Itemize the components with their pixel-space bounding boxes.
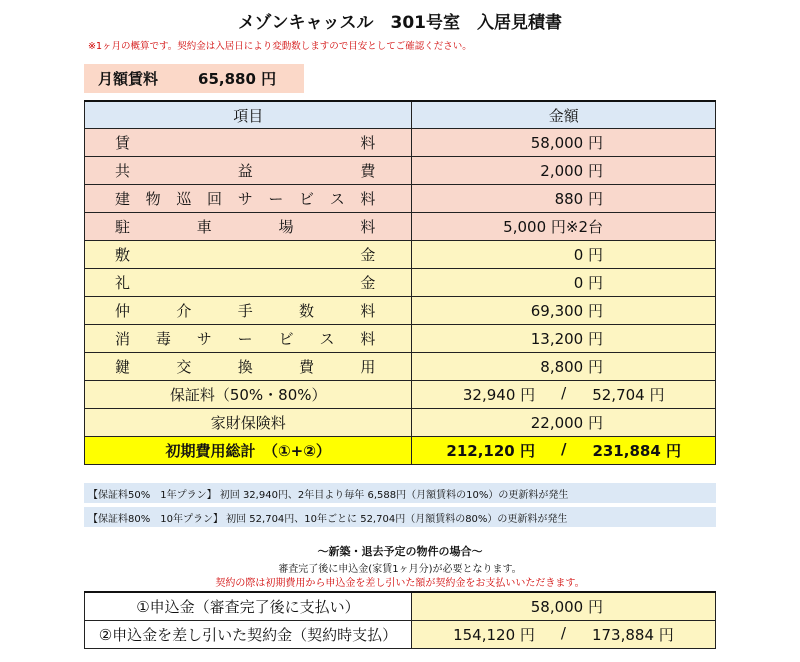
item-label-char: ビ — [299, 190, 315, 208]
total-label: 初期費用総計 （①+②） — [85, 437, 412, 465]
item-label-char: ス — [329, 190, 345, 208]
table-header-row — [85, 101, 716, 129]
contract-fee-row — [85, 621, 716, 649]
item-label-char: 物 — [145, 190, 161, 208]
separator: / — [561, 384, 567, 402]
estimate-note: ※1ヶ月の概算です。契約金は入居日により変動数しますので目安としてご確認ください。 — [88, 41, 472, 52]
item-label-cell — [85, 241, 412, 269]
item-label — [85, 356, 411, 377]
table-row — [85, 297, 716, 325]
item-label-char: 料 — [360, 218, 376, 236]
item-label-char: 巡 — [176, 190, 192, 208]
guarantee-amount-cell — [412, 381, 716, 409]
item-label-char: 礼 — [115, 274, 131, 292]
item-label-char: 建 — [115, 190, 131, 208]
guarantee-80-amount: 52,704 円 — [592, 386, 665, 404]
separator: / — [560, 624, 566, 642]
separator: / — [560, 440, 567, 458]
amount-header: 金額 — [412, 101, 716, 129]
application-fee-cell — [411, 592, 715, 621]
item-label-char: 敷 — [115, 246, 131, 264]
item-label-char: 介 — [176, 302, 192, 320]
contract-fee-amounts — [412, 624, 715, 645]
item-label-char: 換 — [237, 358, 253, 376]
item-amount-cell — [412, 157, 716, 185]
item-label-char: サ — [196, 330, 212, 348]
total-row — [85, 437, 716, 465]
item-label-cell — [85, 325, 412, 353]
item-amount: 880 円 — [554, 190, 603, 208]
item-label-cell — [85, 129, 412, 157]
item-label-char: 車 — [196, 218, 212, 236]
rent-rows — [85, 129, 716, 241]
table-row — [85, 241, 716, 269]
new-build-heading: ～新築・退去予定の物件の場合～ — [317, 545, 483, 558]
item-label — [85, 160, 411, 181]
item-amount-cell — [412, 325, 716, 353]
item-label-char: 交 — [176, 358, 192, 376]
item-amount: 0 円 — [573, 246, 603, 264]
item-label-char: 費 — [360, 162, 376, 180]
item-amount-cell — [412, 241, 716, 269]
table-row — [85, 157, 716, 185]
item-label-char: 料 — [360, 302, 376, 320]
item-label-char: 費 — [299, 358, 315, 376]
item-amount-cell — [412, 297, 716, 325]
application-fee-row — [85, 592, 716, 621]
item-label-char: 用 — [360, 358, 376, 376]
item-label-char: 数 — [299, 302, 315, 320]
item-label — [85, 188, 411, 209]
item-label-char: 仲 — [115, 302, 131, 320]
item-label-char: 駐 — [115, 218, 131, 236]
table-row — [85, 213, 716, 241]
item-label-char: 場 — [278, 218, 294, 236]
estimate-table — [84, 100, 716, 465]
contract-fee-50-amount: 154,120 円 — [453, 626, 535, 644]
item-label-cell — [85, 157, 412, 185]
monthly-rent-label: 月額賃料 — [98, 70, 159, 88]
item-label-cell — [85, 297, 412, 325]
item-label-char: 料 — [360, 134, 376, 152]
item-label — [85, 132, 411, 153]
insurance-amount-cell — [412, 409, 716, 437]
application-fee-label: ①申込金（審査完了後に支払い） — [85, 592, 412, 621]
item-amount: 69,300 円 — [530, 302, 603, 320]
item-label-char: サ — [237, 190, 253, 208]
table-row — [85, 129, 716, 157]
item-amount-cell — [412, 269, 716, 297]
item-label-char: 賃 — [115, 134, 131, 152]
new-build-line-2: 契約の際は初期費用から申込金を差し引いた額が契約金をお支払いいただきます。 — [215, 578, 585, 589]
plan-note-50-text: 【保証料50% 1年プラン】 初回 32,940円、2年目より毎年 6,588円（月額賃料の10%）の更新料が発生 — [88, 489, 569, 501]
item-label-char: ビ — [278, 330, 294, 348]
item-label-char: 鍵 — [115, 358, 131, 376]
application-fee-amount: 58,000 円 — [530, 598, 603, 616]
monthly-rent-value: 65,880 円 — [198, 70, 277, 88]
guarantee-50-amount: 32,940 円 — [462, 386, 536, 404]
insurance-amount: 22,000 円 — [530, 414, 603, 432]
item-amount: 58,000 円 — [530, 134, 603, 152]
insurance-row — [85, 409, 716, 437]
application-table — [84, 591, 716, 649]
item-label-char: 回 — [207, 190, 223, 208]
total-amounts — [412, 440, 715, 461]
insurance-label: 家財保険料 — [85, 409, 412, 437]
item-label-char: ス — [319, 330, 335, 348]
item-label-cell — [85, 185, 412, 213]
item-label-char: 手 — [237, 302, 253, 320]
item-label — [85, 328, 411, 349]
monthly-rent-box — [84, 64, 304, 93]
plan-note-80 — [84, 507, 716, 527]
item-label-char: 毒 — [155, 330, 171, 348]
item-amount: 5,000 円※2台 — [503, 218, 603, 236]
item-label-char: 消 — [115, 330, 131, 348]
item-label-char: ー — [237, 330, 253, 348]
guarantee-label: 保証料（50%・80%） — [85, 381, 412, 409]
table-row — [85, 185, 716, 213]
contract-fee-label: ②申込金を差し引いた契約金（契約時支払） — [85, 621, 412, 649]
item-label-char: ー — [268, 190, 284, 208]
item-label-char: 料 — [360, 190, 376, 208]
item-label-cell — [85, 213, 412, 241]
item-label-char: 金 — [360, 246, 376, 264]
item-label-char: 益 — [237, 162, 253, 180]
contract-fee-cell — [411, 621, 715, 649]
item-label-char: 料 — [360, 330, 376, 348]
contract-fee-80-amount: 173,884 円 — [591, 626, 674, 644]
guarantee-amounts — [412, 384, 715, 405]
table-row — [85, 269, 716, 297]
item-label — [85, 272, 411, 293]
total-80-amount: 231,884 円 — [592, 442, 681, 460]
item-header: 項目 — [85, 101, 412, 129]
item-label — [85, 216, 411, 237]
item-amount: 0 円 — [573, 274, 603, 292]
item-label — [85, 244, 411, 265]
new-build-line-1: 審査完了後に申込金(家賃1ヶ月分)が必要となります。 — [278, 564, 522, 575]
item-amount-cell — [412, 353, 716, 381]
plan-note-50 — [84, 483, 716, 503]
item-label-cell — [85, 353, 412, 381]
guarantee-row — [85, 381, 716, 409]
item-amount: 2,000 円 — [540, 162, 603, 180]
total-50-amount: 212,120 円 — [446, 442, 535, 460]
item-amount: 13,200 円 — [530, 330, 603, 348]
total-amount-cell — [412, 437, 716, 465]
page-title: メゾンキャッスル 301号室 入居見積書 — [238, 13, 562, 33]
item-label-char: 共 — [115, 162, 131, 180]
plan-note-80-text: 【保証料80% 10年プラン】 初回 52,704円、10年ごとに 52,704円（月額賃料の80%）の更新料が発生 — [88, 513, 568, 525]
item-amount-cell — [412, 213, 716, 241]
item-label-char: 金 — [360, 274, 376, 292]
item-amount-cell — [412, 185, 716, 213]
item-amount-cell — [412, 129, 716, 157]
table-row — [85, 353, 716, 381]
table-row — [85, 325, 716, 353]
item-amount: 8,800 円 — [540, 358, 603, 376]
fee-rows — [85, 241, 716, 381]
item-label-cell — [85, 269, 412, 297]
item-label — [85, 300, 411, 321]
